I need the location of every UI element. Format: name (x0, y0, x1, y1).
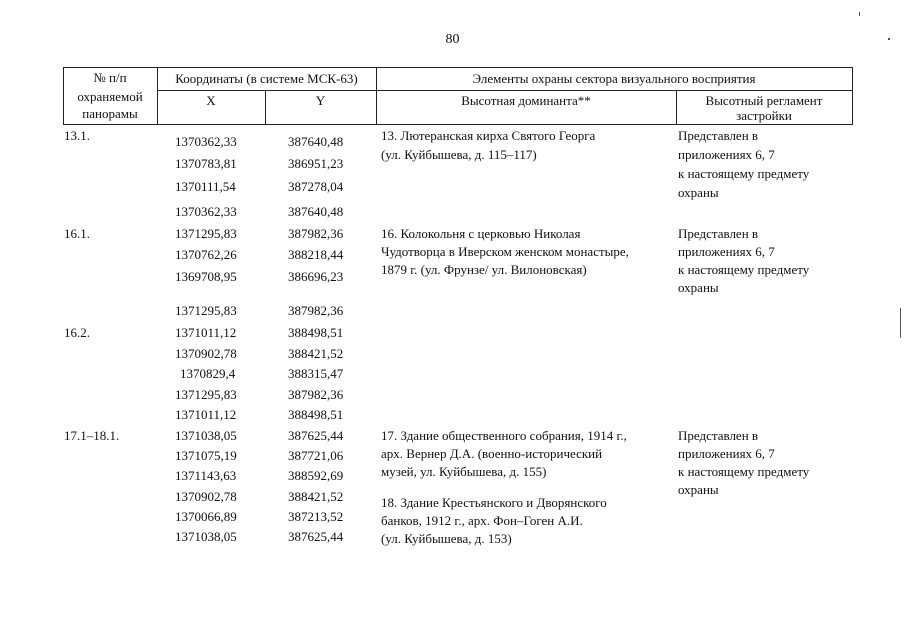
header-subrow-line (157, 90, 853, 91)
coord-y: 387278,04 (288, 179, 344, 194)
coord-x: 1371295,83 (175, 226, 237, 241)
coord-x: 1371011,12 (175, 407, 237, 422)
coord-y: 387625,44 (288, 529, 344, 544)
coord-y: 388498,51 (288, 325, 344, 340)
coord-x: 1370829,4 (180, 366, 236, 381)
table-border-top (63, 67, 853, 68)
coord-x: 1369708,95 (175, 269, 237, 284)
coord-x: 1371038,05 (175, 428, 237, 443)
coord-x: 1370362,33 (175, 204, 237, 219)
table-border-right (852, 67, 853, 124)
header-x: X (206, 93, 216, 108)
header-y: Y (315, 93, 326, 108)
header-dominant: Высотная доминанта** (461, 93, 591, 108)
coord-y: 388592,69 (288, 468, 344, 483)
coord-y: 387721,06 (288, 448, 344, 463)
row-number: 13.1. (64, 128, 90, 143)
coord-y: 387640,48 (288, 134, 344, 149)
coord-x: 1370111,54 (175, 179, 236, 194)
coord-y: 387982,36 (288, 226, 344, 241)
coord-x: 1371038,05 (175, 529, 237, 544)
coord-y: 387640,48 (288, 204, 344, 219)
header-bottom-line (63, 124, 853, 125)
coord-x: 1371143,63 (175, 468, 237, 483)
coord-y: 388421,52 (288, 489, 344, 504)
row-number: 16.2. (64, 325, 90, 340)
row-number: 16.1. (64, 226, 90, 241)
coord-x: 1370783,81 (175, 156, 237, 171)
row-number: 17.1–18.1. (64, 428, 120, 443)
coord-x: 1370902,78 (175, 489, 237, 504)
coord-x: 1371295,83 (175, 303, 237, 318)
coord-x: 1370066,89 (175, 509, 237, 524)
scan-mark (900, 308, 901, 338)
coord-x: 1370362,33 (175, 134, 237, 149)
scan-mark (859, 12, 860, 16)
coord-x: 1370902,78 (175, 346, 237, 361)
coord-y: 388498,51 (288, 407, 344, 422)
coord-x: 1371075,19 (175, 448, 237, 463)
coord-y: 388218,44 (288, 247, 344, 262)
coord-y: 388421,52 (288, 346, 344, 361)
scan-mark (888, 38, 890, 40)
header-elements: Элементы охраны сектора визуального восприятия (472, 71, 756, 86)
coord-y: 387982,36 (288, 387, 344, 402)
coord-y: 387625,44 (288, 428, 344, 443)
coord-x: 1371295,83 (175, 387, 237, 402)
page-number: 80 (445, 32, 460, 47)
coord-y: 387982,36 (288, 303, 344, 318)
coord-x: 1371011,12 (175, 325, 237, 340)
coord-y: 388315,47 (288, 366, 344, 381)
coord-x: 1370762,26 (175, 247, 237, 262)
coord-y: 386951,23 (288, 156, 344, 171)
coord-y: 387213,52 (288, 509, 344, 524)
header-coords: Координаты (в системе МСК-63) (175, 71, 358, 86)
coord-y: 386696,23 (288, 269, 344, 284)
